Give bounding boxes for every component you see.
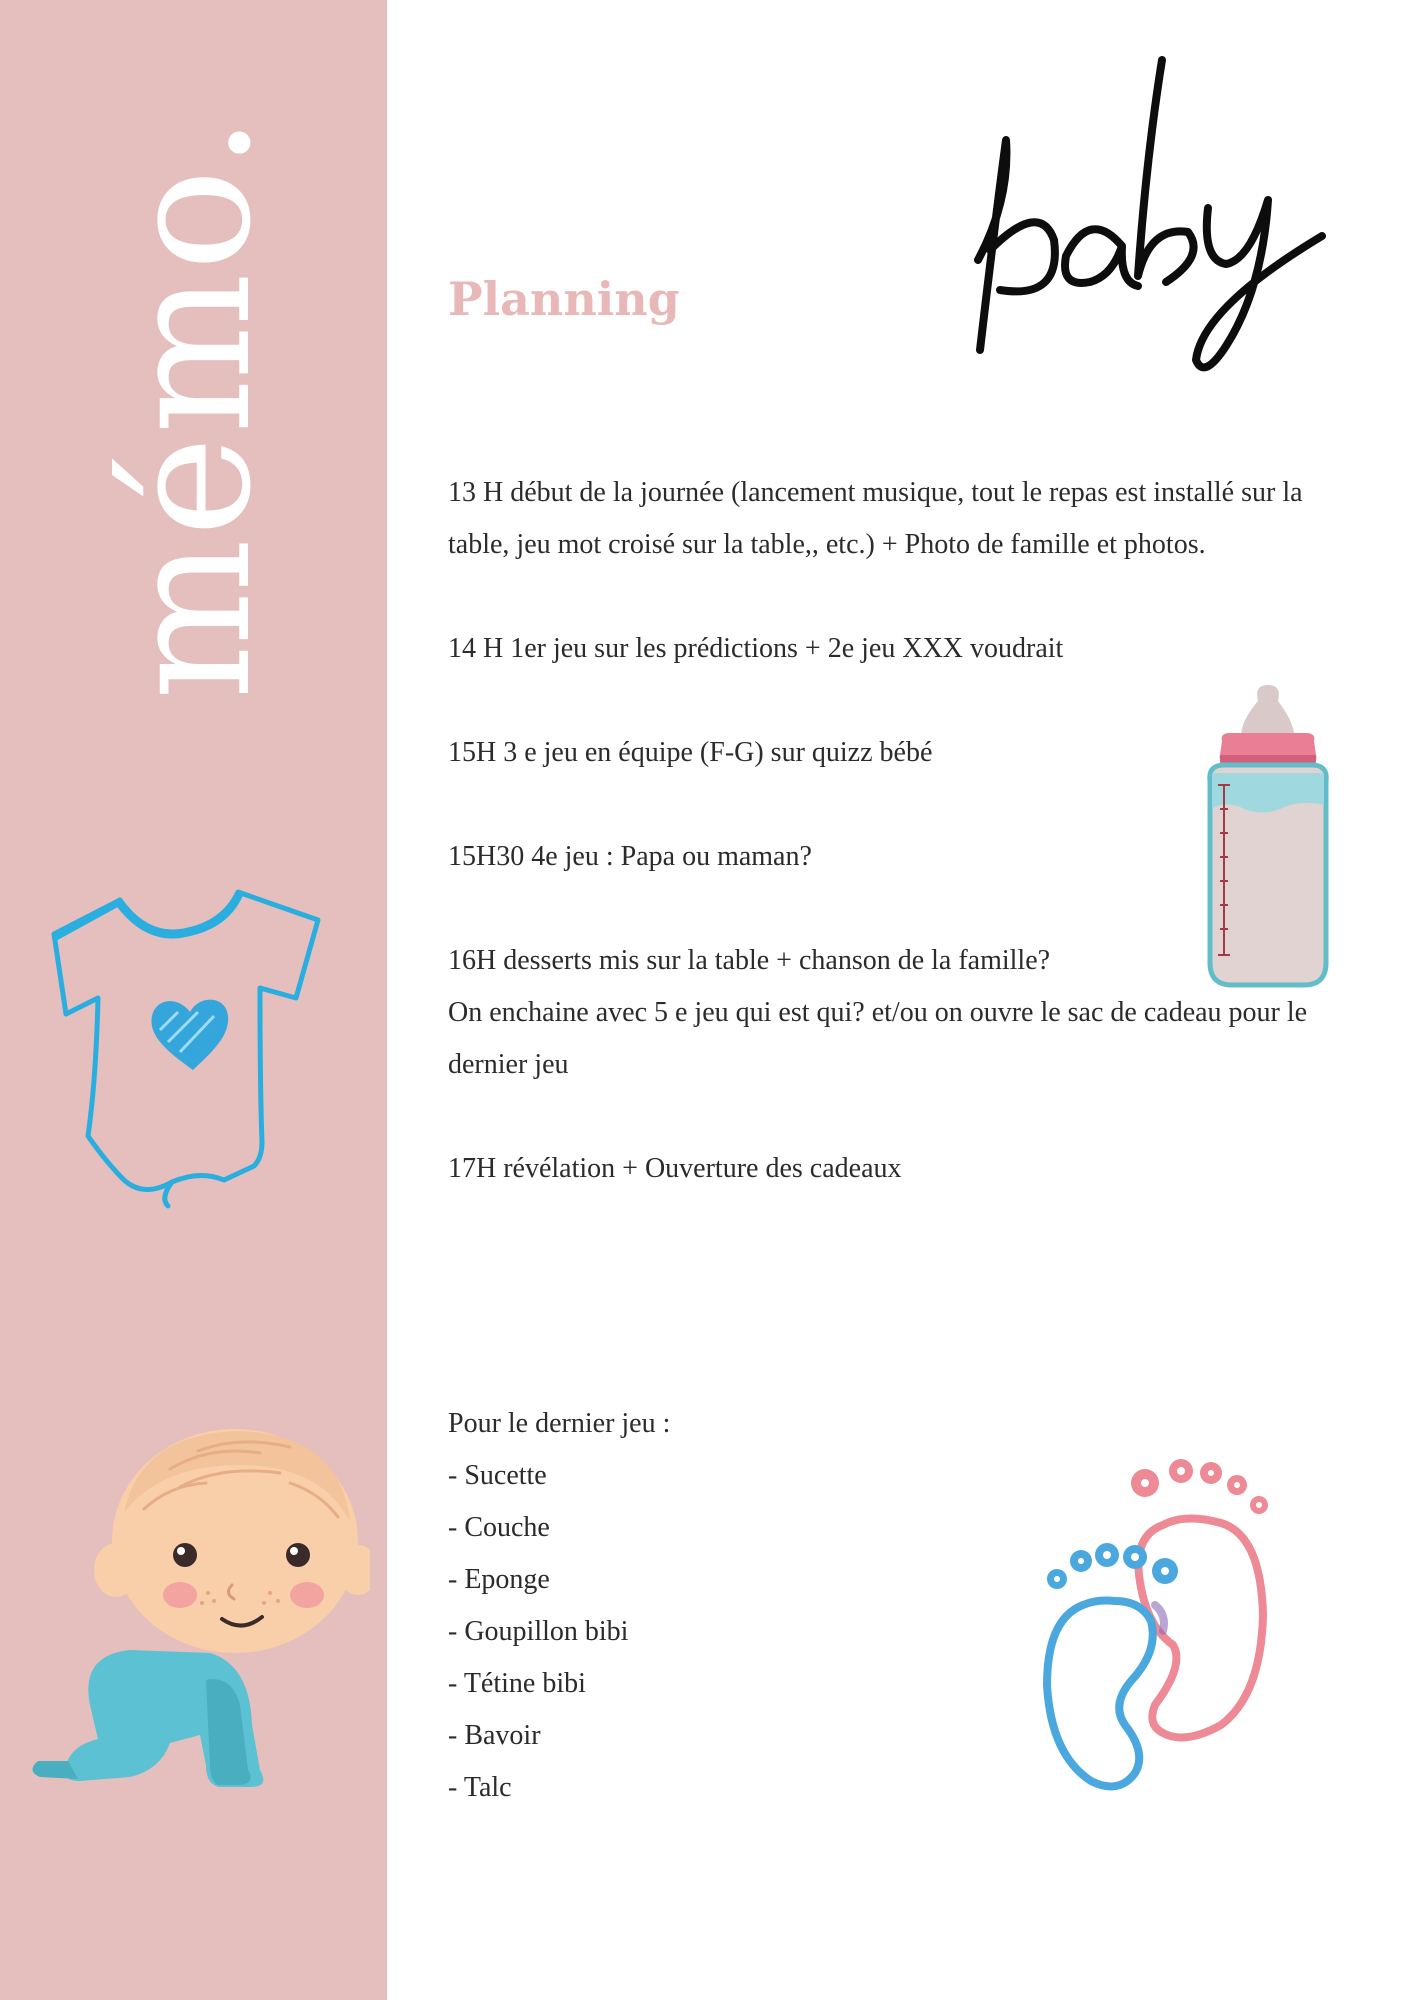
crawling-baby-illustration (20, 1425, 370, 1795)
schedule-item: 17H révélation + Ouverture des cadeaux (448, 1153, 902, 1184)
schedule-item: 16H desserts mis sur la table + chanson de la famille? (448, 945, 1051, 976)
footprints-icon (1035, 1455, 1280, 1795)
schedule-item: 14 H 1er jeu sur les prédictions + 2e jeu XXX voudrait (448, 633, 1064, 664)
baby-bottle-icon (1200, 685, 1335, 990)
list-item: - Sucette (448, 1460, 547, 1491)
page-title: Planning (448, 272, 680, 326)
list-item: - Bavoir (448, 1720, 541, 1751)
schedule-item: On enchaine avec 5 e jeu qui est qui? et/ou on ouvre le sac de cadeau pour le dernier jeu (448, 997, 1308, 1080)
memo-title: mémo. (91, 113, 289, 700)
baby-script-logo (950, 50, 1340, 410)
last-game-list (448, 1398, 1048, 1814)
last-game-intro: Pour le dernier jeu : (448, 1408, 671, 1439)
sidebar (0, 0, 387, 2000)
schedule-item: 13 H début de la journée (lancement musique, tout le repas est installé sur la table, jeu mot croisé sur la table,, etc.) + Photo de famille et photos. (448, 477, 1303, 560)
onesie-icon (48, 880, 338, 1210)
list-item: - Couche (448, 1512, 550, 1543)
list-item: - Eponge (448, 1564, 550, 1595)
schedule-item: 15H30 4e jeu : Papa ou maman? (448, 841, 812, 872)
list-item: - Goupillon bibi (448, 1616, 629, 1647)
schedule-item: 15H 3 e jeu en équipe (F-G) sur quizz bébé (448, 737, 933, 768)
list-item: - Talc (448, 1772, 512, 1803)
list-item: - Tétine bibi (448, 1668, 586, 1699)
